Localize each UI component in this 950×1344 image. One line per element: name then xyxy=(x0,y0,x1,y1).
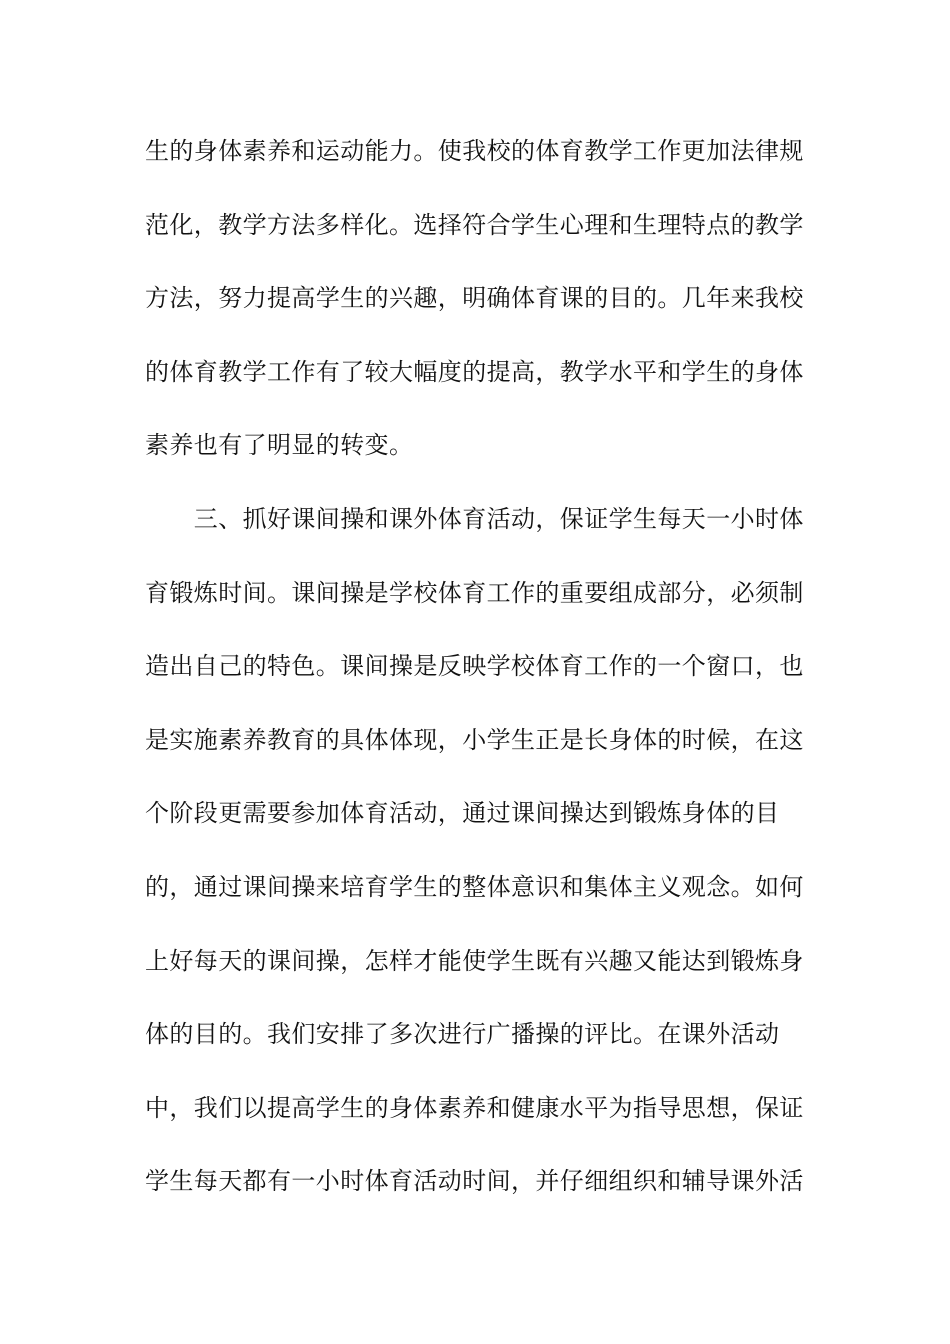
text-line: 育锻炼时间。课间操是学校体育工作的重要组成部分，必须制 xyxy=(145,578,804,607)
body-text xyxy=(145,126,805,1230)
text-line: 的体育教学工作有了较大幅度的提高，教学水平和学生的身体 xyxy=(145,357,804,386)
text-line: 中，我们以提高学生的身体素养和健康水平为指导思想，保证 xyxy=(145,1093,804,1122)
text-line: 的，通过课间操来培育学生的整体意识和集体主义观念。如何 xyxy=(145,872,804,901)
text-line: 学生每天都有一小时体育活动时间，并仔细组织和辅导课外活 xyxy=(145,1167,804,1196)
text-line: 体的目的。我们安排了多次进行广播操的评比。在课外活动 xyxy=(145,1020,780,1049)
text-line: 范化，教学方法多样化。选择符合学生心理和生理特点的教学 xyxy=(145,210,804,239)
text-line: 方法，努力提高学生的兴趣，明确体育课的目的。几年来我校 xyxy=(145,284,804,313)
text-line: 素养也有了明显的转变。 xyxy=(145,431,414,460)
text-line: 是实施素养教育的具体体现，小学生正是长身体的时候，在这 xyxy=(145,725,804,754)
text-line: 三、抓好课间操和课外体育活动，保证学生每天一小时体 xyxy=(145,504,804,533)
text-line: 上好每天的课间操，怎样才能使学生既有兴趣又能达到锻炼身 xyxy=(145,946,804,975)
text-line: 造出自己的特色。课间操是反映学校体育工作的一个窗口，也 xyxy=(145,652,804,681)
text-line: 个阶段更需要参加体育活动，通过课间操达到锻炼身体的目 xyxy=(145,799,780,828)
text-line: 生的身体素养和运动能力。使我校的体育教学工作更加法律规 xyxy=(145,137,804,165)
